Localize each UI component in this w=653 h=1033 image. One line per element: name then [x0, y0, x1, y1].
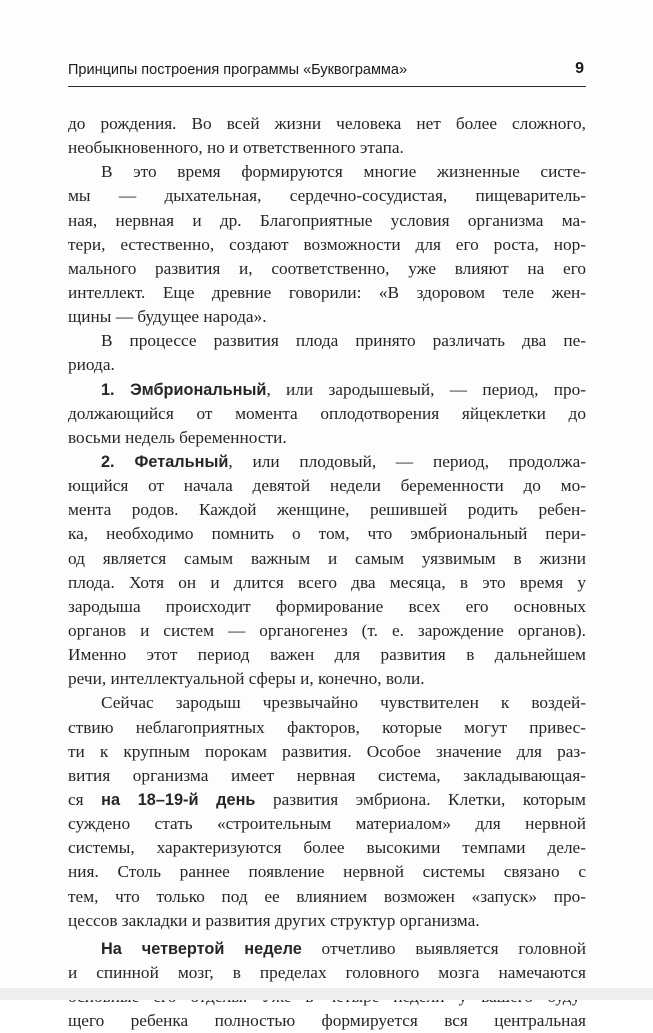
text-line: [68, 643, 586, 667]
bold-term: 1. Эмбриональный: [101, 380, 267, 399]
header-rule: [68, 86, 586, 87]
text-run: необыкновенного, но и ответственного этапа.: [68, 138, 404, 158]
text-run: мы — дыхательная, сердечно-сосудистая, пищеваритель-: [68, 186, 586, 206]
text-run: , или плодовый, — период, продолжа-: [228, 451, 586, 471]
running-title: Принципы построения программы «Буквограмма»: [68, 62, 408, 78]
text-run: ная, нервная и др. Благоприятные условия организма ма-: [68, 210, 586, 230]
text-run: до рождения. Во всей жизни человека нет более сложного,: [68, 114, 586, 133]
text-line: [68, 353, 586, 377]
text-run: ствию неблагоприятных факторов, которые могут привес-: [68, 717, 586, 737]
text-run: развития эмбриона. Клетки, которым: [255, 789, 586, 809]
text-line: [68, 305, 586, 329]
text-run: ти к крупным порокам развития. Особое значение для раз-: [68, 741, 586, 761]
text-line: [68, 498, 586, 522]
text-run: мента родов. Каждой женщине, решившей родить ребен-: [68, 500, 586, 520]
text-run: интеллект. Еще древние говорили: «В здоровом теле жен-: [68, 282, 586, 302]
text-line: [68, 547, 586, 571]
text-line: [68, 860, 586, 884]
text-line: [68, 937, 586, 961]
text-line: [68, 474, 586, 498]
text-run: и спинной мозг, в пределах головного мозга намечаются: [68, 962, 586, 982]
text-run: отчетливо выявляется головной: [301, 938, 586, 958]
text-line: [68, 764, 586, 788]
text-line: [68, 691, 586, 715]
text-line: [68, 233, 586, 257]
text-run: од является самым важным и самым уязвимым в жизни: [68, 548, 586, 568]
text-run: мального развития и, соответственно, уже влияют на его: [68, 258, 586, 278]
text-line: [68, 450, 586, 474]
text-run: тери, естественно, создают возможности для его роста, нор-: [68, 234, 586, 254]
text-line: [68, 160, 586, 184]
text-line: [68, 885, 586, 909]
text-line: [68, 716, 586, 740]
text-line: [68, 836, 586, 860]
bold-term: на 18–19-й день: [101, 790, 256, 809]
text-line: [68, 136, 586, 160]
page-bottom-strip: [0, 988, 653, 1000]
text-run: суждено стать «строительным материалом» для нервной: [68, 814, 586, 834]
text-line: [68, 1009, 586, 1033]
text-run: плода. Хотя он и длится всего два месяца, в это время у: [68, 572, 586, 592]
text-line: [68, 184, 586, 208]
text-line: [68, 281, 586, 305]
body-text: [68, 112, 586, 1033]
text-run: органов и систем — органогенез (т. е. зарождение органов).: [68, 620, 586, 640]
text-line: [68, 667, 586, 691]
text-run: риода.: [68, 355, 115, 375]
text-run: В процессе развития плода принято различать два пе-: [101, 331, 586, 351]
text-run: вития организма имеет нервная система, закладывающая-: [68, 765, 586, 785]
text-line: [68, 909, 586, 933]
page-number: 9: [575, 60, 584, 77]
text-run: ка, необходимо помнить о том, что эмбриональный пери-: [68, 524, 586, 544]
text-run: , или зародышевый, — период, про-: [266, 379, 586, 399]
text-line: [68, 209, 586, 233]
text-run: зародыша происходит формирование всех его основных: [68, 596, 586, 616]
text-line: [68, 522, 586, 546]
text-run: ния. Столь раннее появление нервной системы связано с: [68, 862, 586, 882]
text-line: [68, 329, 586, 353]
text-line: [68, 740, 586, 764]
text-line: [68, 571, 586, 595]
text-line: [68, 426, 586, 450]
text-line: [68, 402, 586, 426]
text-run: Именно этот период важен для развития в дальнейшем: [68, 645, 586, 665]
text-run: должающийся от момента оплодотворения яйцеклетки до: [68, 403, 586, 423]
text-run: ющийся от начала девятой недели беременности до мо-: [68, 476, 586, 496]
text-run: восьми недель беременности.: [68, 427, 287, 447]
text-run: щего ребенка полностью формируется вся центральная: [68, 1011, 586, 1031]
text-line: [68, 257, 586, 281]
text-line: [68, 619, 586, 643]
bold-term: На четвертой неделе: [101, 939, 302, 958]
text-line: [68, 788, 586, 812]
text-run: ся: [68, 789, 102, 809]
text-run: системы, характеризуются более высокими темпами деле-: [68, 838, 586, 858]
text-line: [68, 812, 586, 836]
text-run: Сейчас зародыш чрезвычайно чувствителен к воздей-: [101, 693, 586, 713]
text-line: [68, 112, 586, 136]
text-run: В это время формируются многие жизненные систе-: [101, 162, 586, 182]
bold-term: 2. Фетальный: [101, 452, 229, 471]
text-run: цессов закладки и развития других структур организма.: [68, 910, 480, 930]
text-run: щины — будущее народа».: [68, 307, 267, 327]
text-run: речи, интеллектуальной сферы и, конечно, воли.: [68, 669, 425, 689]
running-header: [68, 60, 586, 84]
text-line: [68, 595, 586, 619]
text-line: [68, 961, 586, 985]
text-run: тем, что только под ее влиянием возможен «запуск» про-: [68, 886, 586, 906]
text-line: [68, 378, 586, 402]
